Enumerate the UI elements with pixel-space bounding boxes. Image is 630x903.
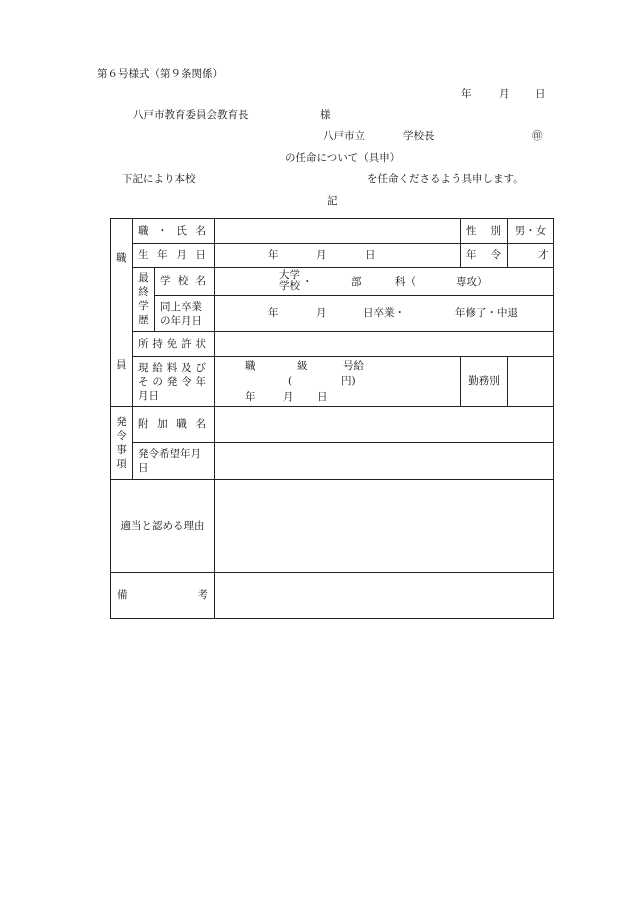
license-field[interactable] — [215, 332, 554, 357]
final-education-label: 最 終 学 歴 — [133, 268, 155, 332]
ki-heading: 記 — [327, 195, 338, 207]
salary-field[interactable]: 職 級 号給 ( 円) 年 月 日 — [215, 357, 461, 407]
work-type-label: 勤務別 — [461, 357, 508, 407]
seal-mark: ㊞ — [532, 130, 543, 142]
school-name-label: 学 校 名 — [155, 268, 215, 296]
city-school-label: 八戸市立 — [323, 130, 365, 142]
form-number: 第６号様式（第９条関係） — [97, 68, 223, 80]
honorific: 様 — [320, 109, 331, 121]
section-order: 発 令 事 項 — [111, 407, 133, 480]
school-name-field[interactable]: 大学 学校 ・ 部 科（ 専攻） — [215, 268, 554, 296]
name-field[interactable] — [215, 219, 461, 244]
name-label: 職 ・ 氏 名 — [133, 219, 215, 244]
age-label: 年 令 — [461, 244, 508, 268]
birth-label: 生 年 月 日 — [133, 244, 215, 268]
intro-end: を任命くださるよう具申します。 — [367, 173, 524, 185]
desired-date-field[interactable] — [215, 443, 554, 480]
subject-line: の任命について（具申） — [285, 152, 401, 164]
application-form-table — [110, 218, 554, 619]
remarks-label: 備 考 — [111, 573, 215, 619]
additional-post-label: 附 加 職 名 — [133, 407, 215, 443]
addressee: 八戸市教育委員会教育長 — [133, 109, 249, 121]
license-label: 所 持 免 許 状 — [133, 332, 215, 357]
graduation-date-label: 同上卒業 の年月日 — [155, 296, 215, 332]
intro-start: 下記により本校 — [122, 173, 196, 185]
graduation-date-field[interactable]: 年 月 日卒業・ 年修了・中退 — [215, 296, 554, 332]
age-field[interactable]: 才 — [508, 244, 554, 268]
work-type-field[interactable] — [508, 357, 554, 407]
birth-date-field[interactable]: 年 月 日 — [215, 244, 461, 268]
remarks-field[interactable] — [215, 573, 554, 619]
reason-label: 適当と認める理由 — [111, 480, 215, 573]
gender-label: 性 別 — [461, 219, 508, 244]
section-staff: 職 員 — [111, 219, 133, 407]
gender-value[interactable]: 男・女 — [508, 219, 554, 244]
principal-label: 学校長 — [403, 130, 435, 142]
date-year-label: 年 — [461, 88, 472, 100]
salary-label: 現 給 料 及 び そ の 発 令 年 月日 — [133, 357, 215, 407]
date-month-label: 月 — [499, 88, 510, 100]
desired-date-label: 発令希望年月 日 — [133, 443, 215, 480]
reason-field[interactable] — [215, 480, 554, 573]
date-day-label: 日 — [535, 88, 546, 100]
additional-post-field[interactable] — [215, 407, 554, 443]
